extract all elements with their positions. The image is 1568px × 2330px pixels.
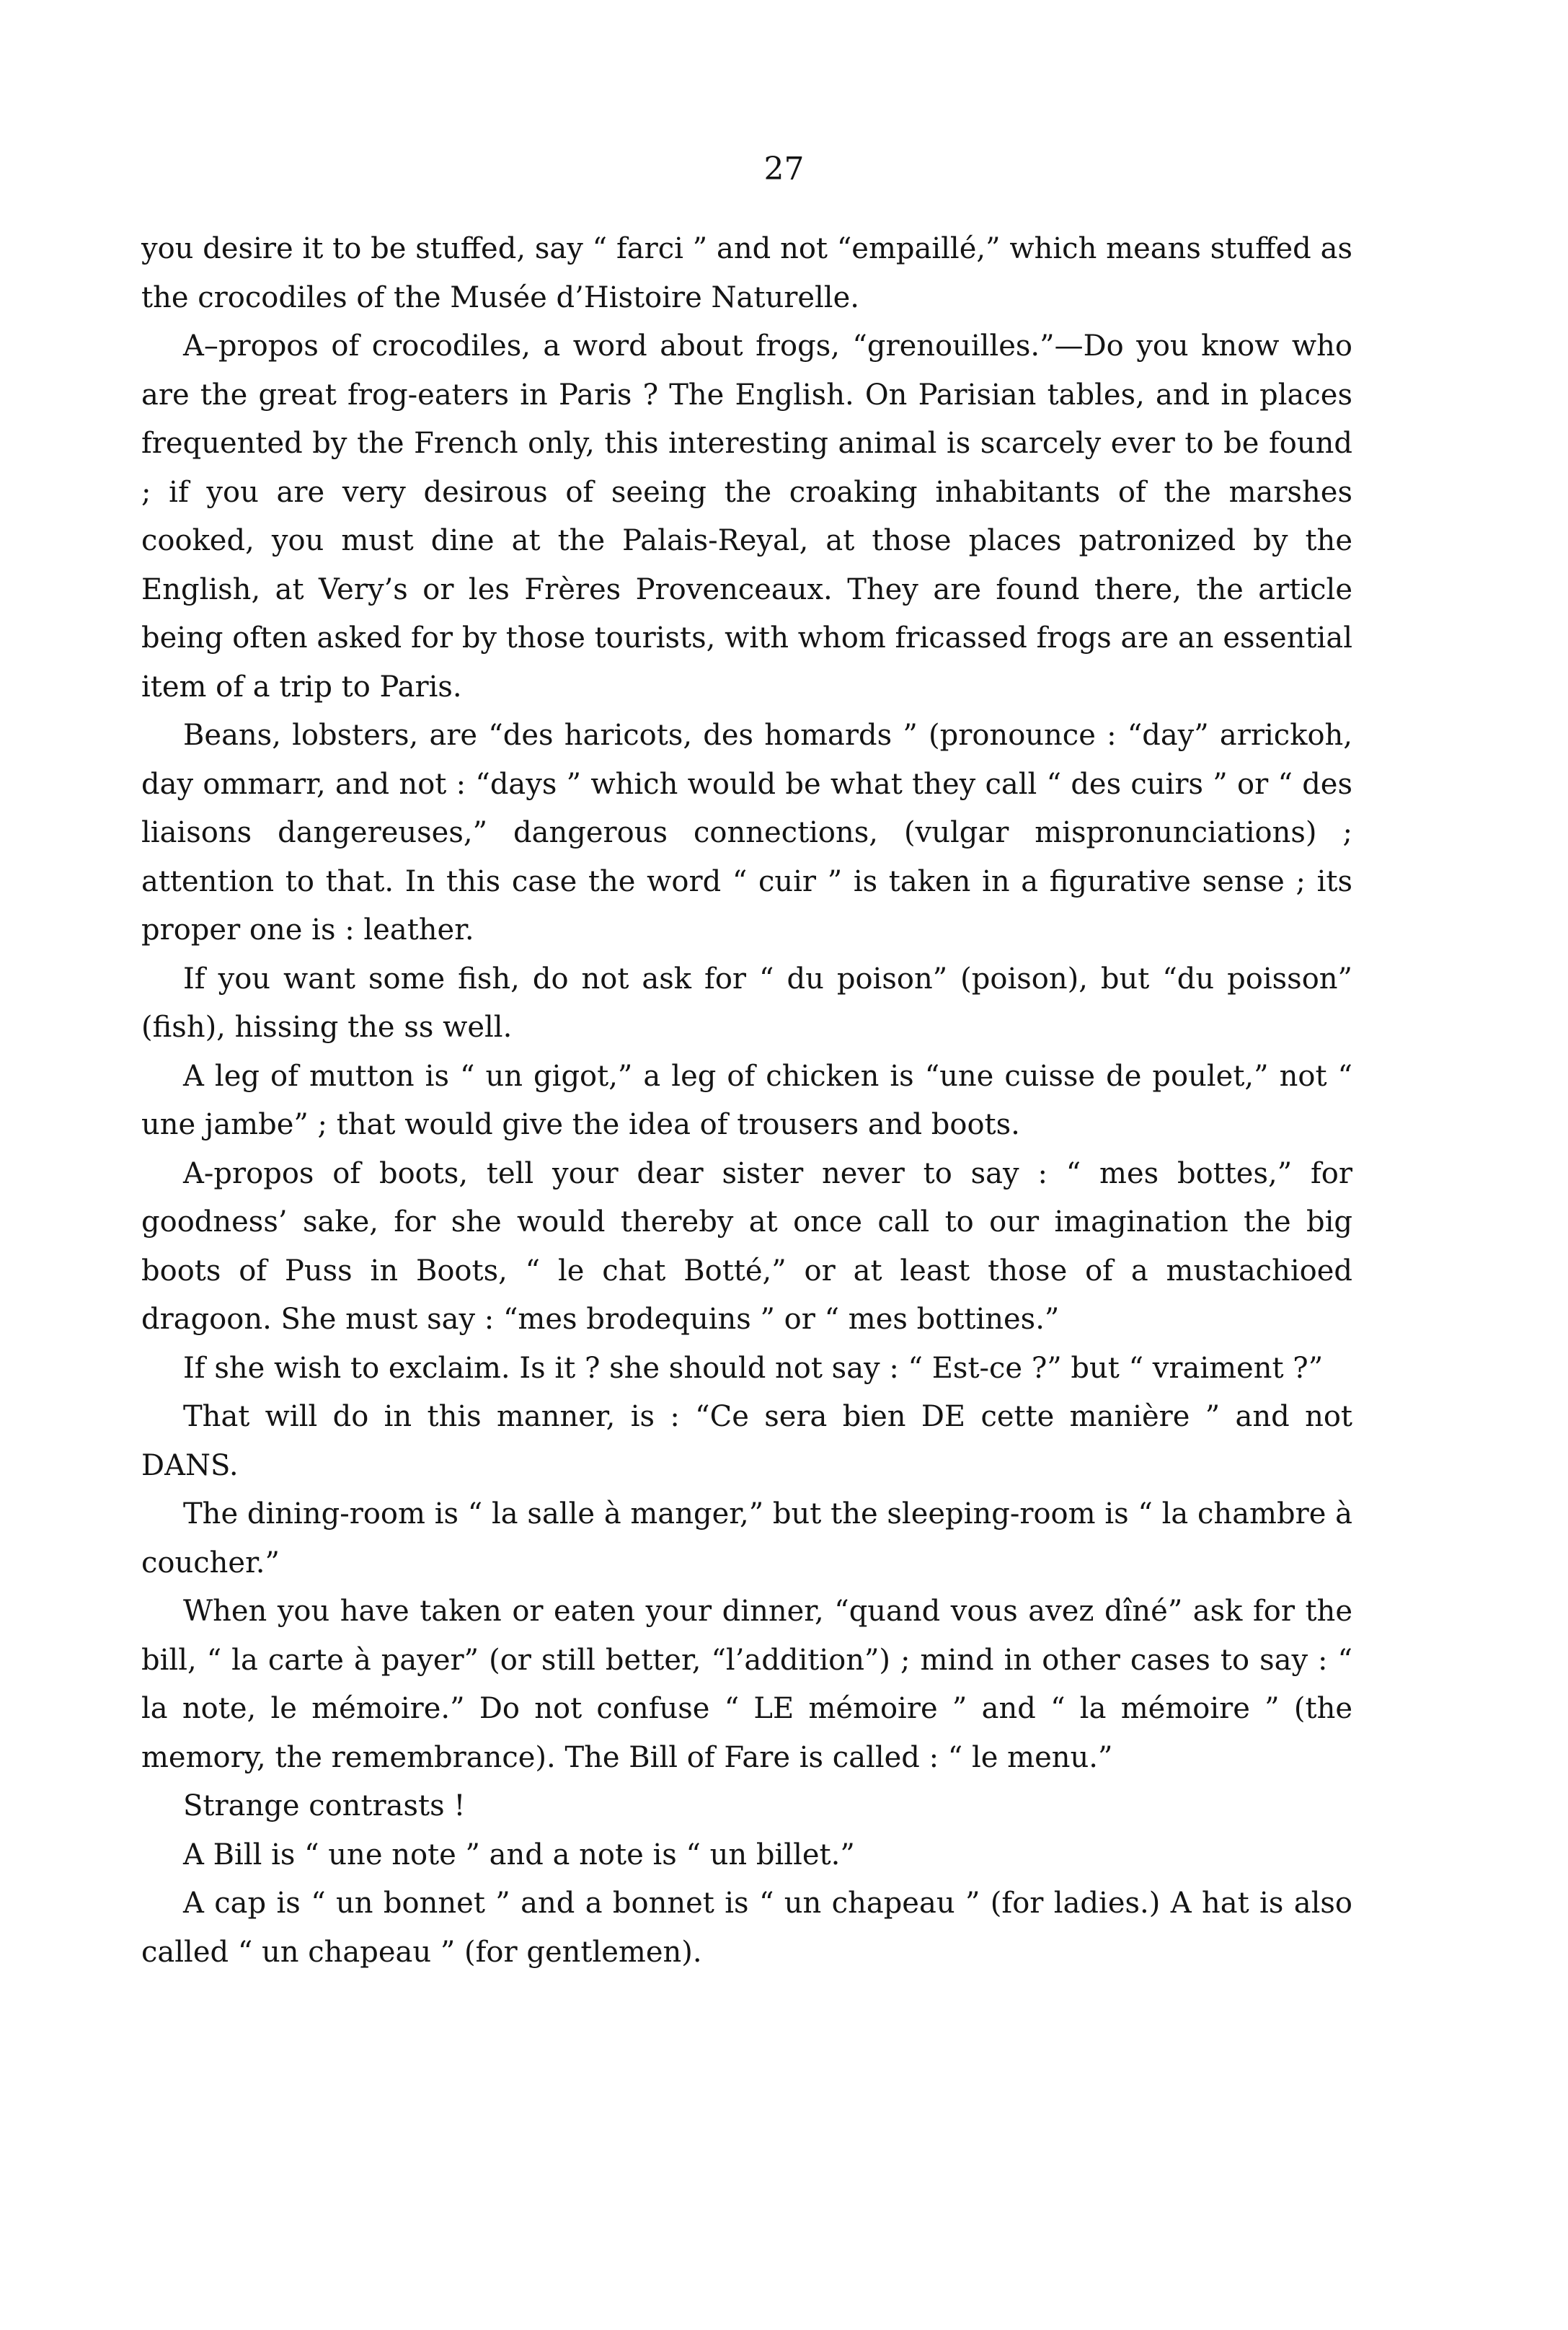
- paragraph: That will do in this manner, is : “Ce sera bien DE cette manière ” and not DANS.: [141, 1400, 1352, 1482]
- paragraph: A Bill is “ une note ” and a note is “ un billet.”: [183, 1838, 855, 1871]
- paragraph: Beans, lobsters, are “des haricots, des homards ” (pronounce : “day” arrickoh, day ommarr, and not : “days ” which would be what they call “ des cuirs ” or “ des liaisons dangereuses,” dangerous connections, (vulgar mispronunciations) ; attention to that. In this case the word “ cuir ” is taken in a figurative sense ; its proper one is : leather.: [141, 719, 1352, 947]
- paragraph: A-propos of boots, tell your dear sister never to say : “ mes bottes,” for goodness’ sake, for she would thereby at once call to our imagination the big boots of Puss in Boots, “ le chat Botté,” or at least those of a mustachioed dragoon. She must say : “mes brodequins ” or “ mes bottines.”: [141, 1156, 1352, 1336]
- paragraph: A–propos of crocodiles, a word about frogs, “grenouilles.”—Do you know who are the great frog-eaters in Paris ? The English. On Parisian tables, and in places frequented by the French only, this interesting animal is scarcely ever to be found ; if you are very desirous of seeing the croaking inhabitants of the marshes cooked, you must dine at the Palais-Reyal, at those places patronized by the English, at Very’s or les Frères Provenceaux. They are found there, the article being often asked for by those tourists, with whom fricassed frogs are an essential item of a trip to Paris.: [141, 329, 1352, 704]
- paragraph: If she wish to exclaim. Is it ? she should not say : “ Est-ce ?” but “ vraiment ?”: [183, 1351, 1324, 1385]
- paragraph: When you have taken or eaten your dinner, “quand vous avez dîné” ask for the bill, “ la carte à payer” (or still better, “l’addition”) ; mind in other cases to say : “ la note, le mémoire.” Do not confuse “ LE mémoire ” and “ la mémoire ” (the memory, the remembrance). The Bill of Fare is called : “ le menu.”: [141, 1595, 1352, 1774]
- paragraph: you desire it to be stuffed, say “ farci ” and not “empaillé,” which means stuffed as the crocodiles of the Musée d’Histoire Naturelle.: [141, 232, 1352, 314]
- paragraph: If you want some fish, do not ask for “ du poison” (poison), but “du poisson” (fish), hissing the ss well.: [141, 962, 1352, 1044]
- paragraph: A cap is “ un bonnet ” and a bonnet is “ un chapeau ” (for ladies.) A hat is also called “ un chapeau ” (for gentlemen).: [141, 1887, 1352, 1969]
- paragraph: A leg of mutton is “ un gigot,” a leg of chicken is “une cuisse de poulet,” not “ une jambe” ; that would give the idea of trousers and boots.: [141, 1059, 1352, 1141]
- body-text: [141, 225, 1352, 1977]
- page-number: 27: [763, 151, 805, 187]
- paragraph: The dining-room is “ la salle à manger,” but the sleeping-room is “ la chambre à coucher.”: [141, 1497, 1352, 1580]
- paragraph: Strange contrasts !: [183, 1789, 466, 1822]
